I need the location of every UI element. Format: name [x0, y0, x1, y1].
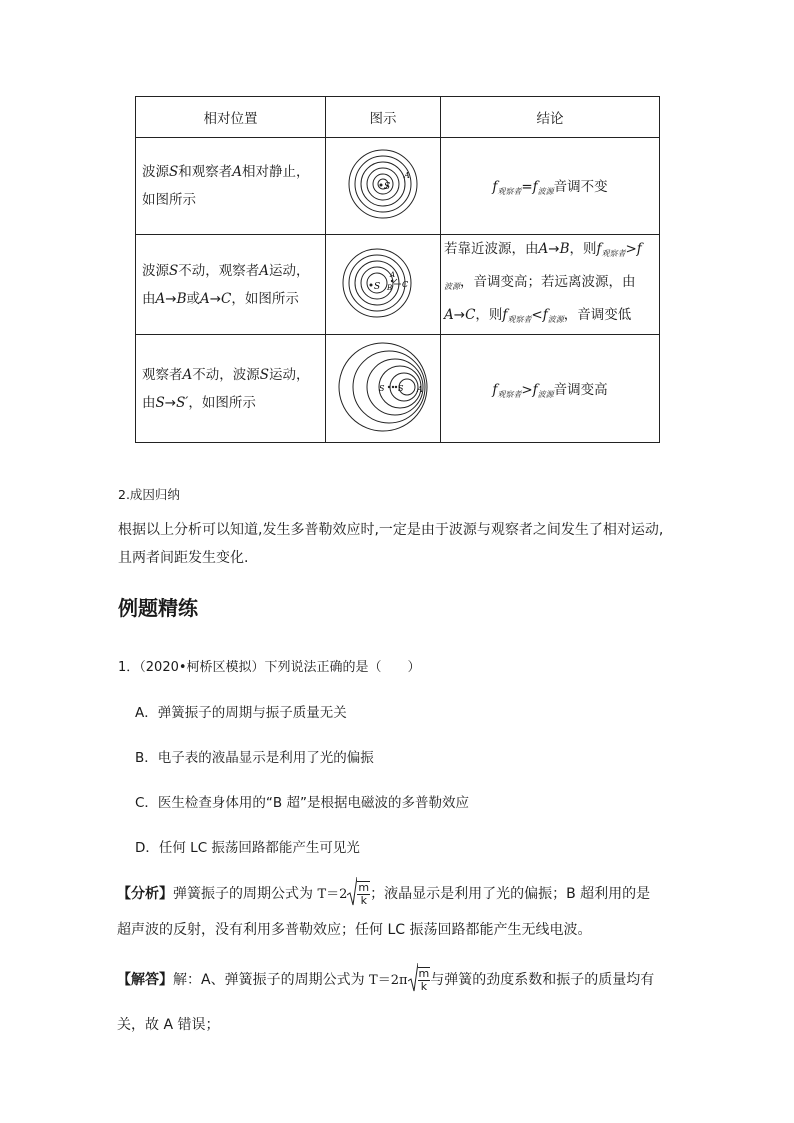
row1-position: 波源S和观察者A相对静止， 如图所示: [136, 138, 326, 235]
row2-figure: [326, 235, 441, 335]
header-figure: 图示: [326, 97, 441, 138]
svg-text:A: A: [390, 270, 396, 279]
analysis-line-1: 【分析】弹簧振子的周期公式为 T＝2 $\frac{m}{k}$ ；液晶显示是利用了光的偏振；B 超利用的是: [117, 877, 650, 911]
option-d: D．任何 LC 振荡回路都能产生可见光: [135, 840, 360, 856]
row1-figure: [326, 138, 441, 235]
option-c: C．医生检查身体用的“B 超”是根据电磁波的多普勒效应: [135, 795, 469, 811]
svg-text:B: B: [387, 283, 393, 292]
analysis-line-2: 超声波的反射，没有利用多普勒效应；任何 LC 振荡回路都能产生无线电波。: [117, 922, 592, 938]
section-paragraph: 根据以上分析可以知道,发生多普勒效应时,一定是由于波源与观察者之间发生了相对运动, 且两者间距发生变化.: [118, 522, 664, 566]
svg-text:S: S: [374, 281, 381, 292]
svg-text:A: A: [417, 384, 423, 394]
examples-heading: 例题精练: [118, 596, 198, 620]
row3-figure: [326, 335, 441, 443]
row1-conclusion: $f_{观察者}=f_{波源}$音调不变: [441, 138, 660, 235]
row3-conclusion: $f_{观察者}>f_{波源}$音调变高: [441, 335, 660, 443]
option-a: A．弹簧振子的周期与振子质量无关: [135, 705, 347, 721]
fraction: $\frac{m}{k}$: [418, 967, 430, 993]
table-row: [136, 235, 660, 335]
moving-observer-diagram: [333, 241, 433, 325]
header-position: 相对位置: [136, 97, 326, 138]
answer-line-1: 【解答】解：A、弹簧振子的周期公式为 T＝2π $\frac{m}{k}$ 与弹簧的劲度系数和振子的质量均有: [117, 963, 654, 997]
svg-text:A: A: [404, 171, 410, 180]
table-row: [136, 335, 660, 443]
concentric-waves-diagram: [333, 142, 433, 226]
table-row: [136, 138, 660, 235]
sqrt-symbol: [347, 877, 357, 911]
svg-text:C: C: [402, 279, 409, 289]
question-stem: 1．（2020•柯桥区模拟）下列说法正确的是（ ）: [118, 660, 421, 675]
svg-text:S: S: [379, 383, 385, 393]
sqrt-symbol: [408, 963, 418, 997]
svg-text:S: S: [384, 182, 391, 192]
doppler-table: [135, 96, 660, 443]
header-conclusion: 结论: [441, 97, 660, 138]
fraction: $\frac{m}{k}$: [358, 881, 370, 907]
moving-source-diagram: [333, 339, 433, 435]
section-title: 2.成因归纳: [118, 487, 180, 502]
row2-conclusion: 若靠近波源，由A→B，则$f_{观察者}>f$ $_{波源}$，音调变高；若远离波源，由 A→C，则$f_{观察者}<f_{波源}$，音调变低: [441, 235, 660, 335]
table-header-row: [136, 97, 660, 138]
row3-position: 观察者A不动，波源S运动， 由S→S′，如图所示: [136, 335, 326, 443]
svg-text:S: S: [398, 383, 404, 393]
option-b: B．电子表的液晶显示是利用了光的偏振: [135, 750, 374, 766]
row2-position: 波源S不动，观察者A运动， 由A→B或A→C，如图所示: [136, 235, 326, 335]
answer-line-2: 关，故 A 错误；: [117, 1017, 220, 1033]
